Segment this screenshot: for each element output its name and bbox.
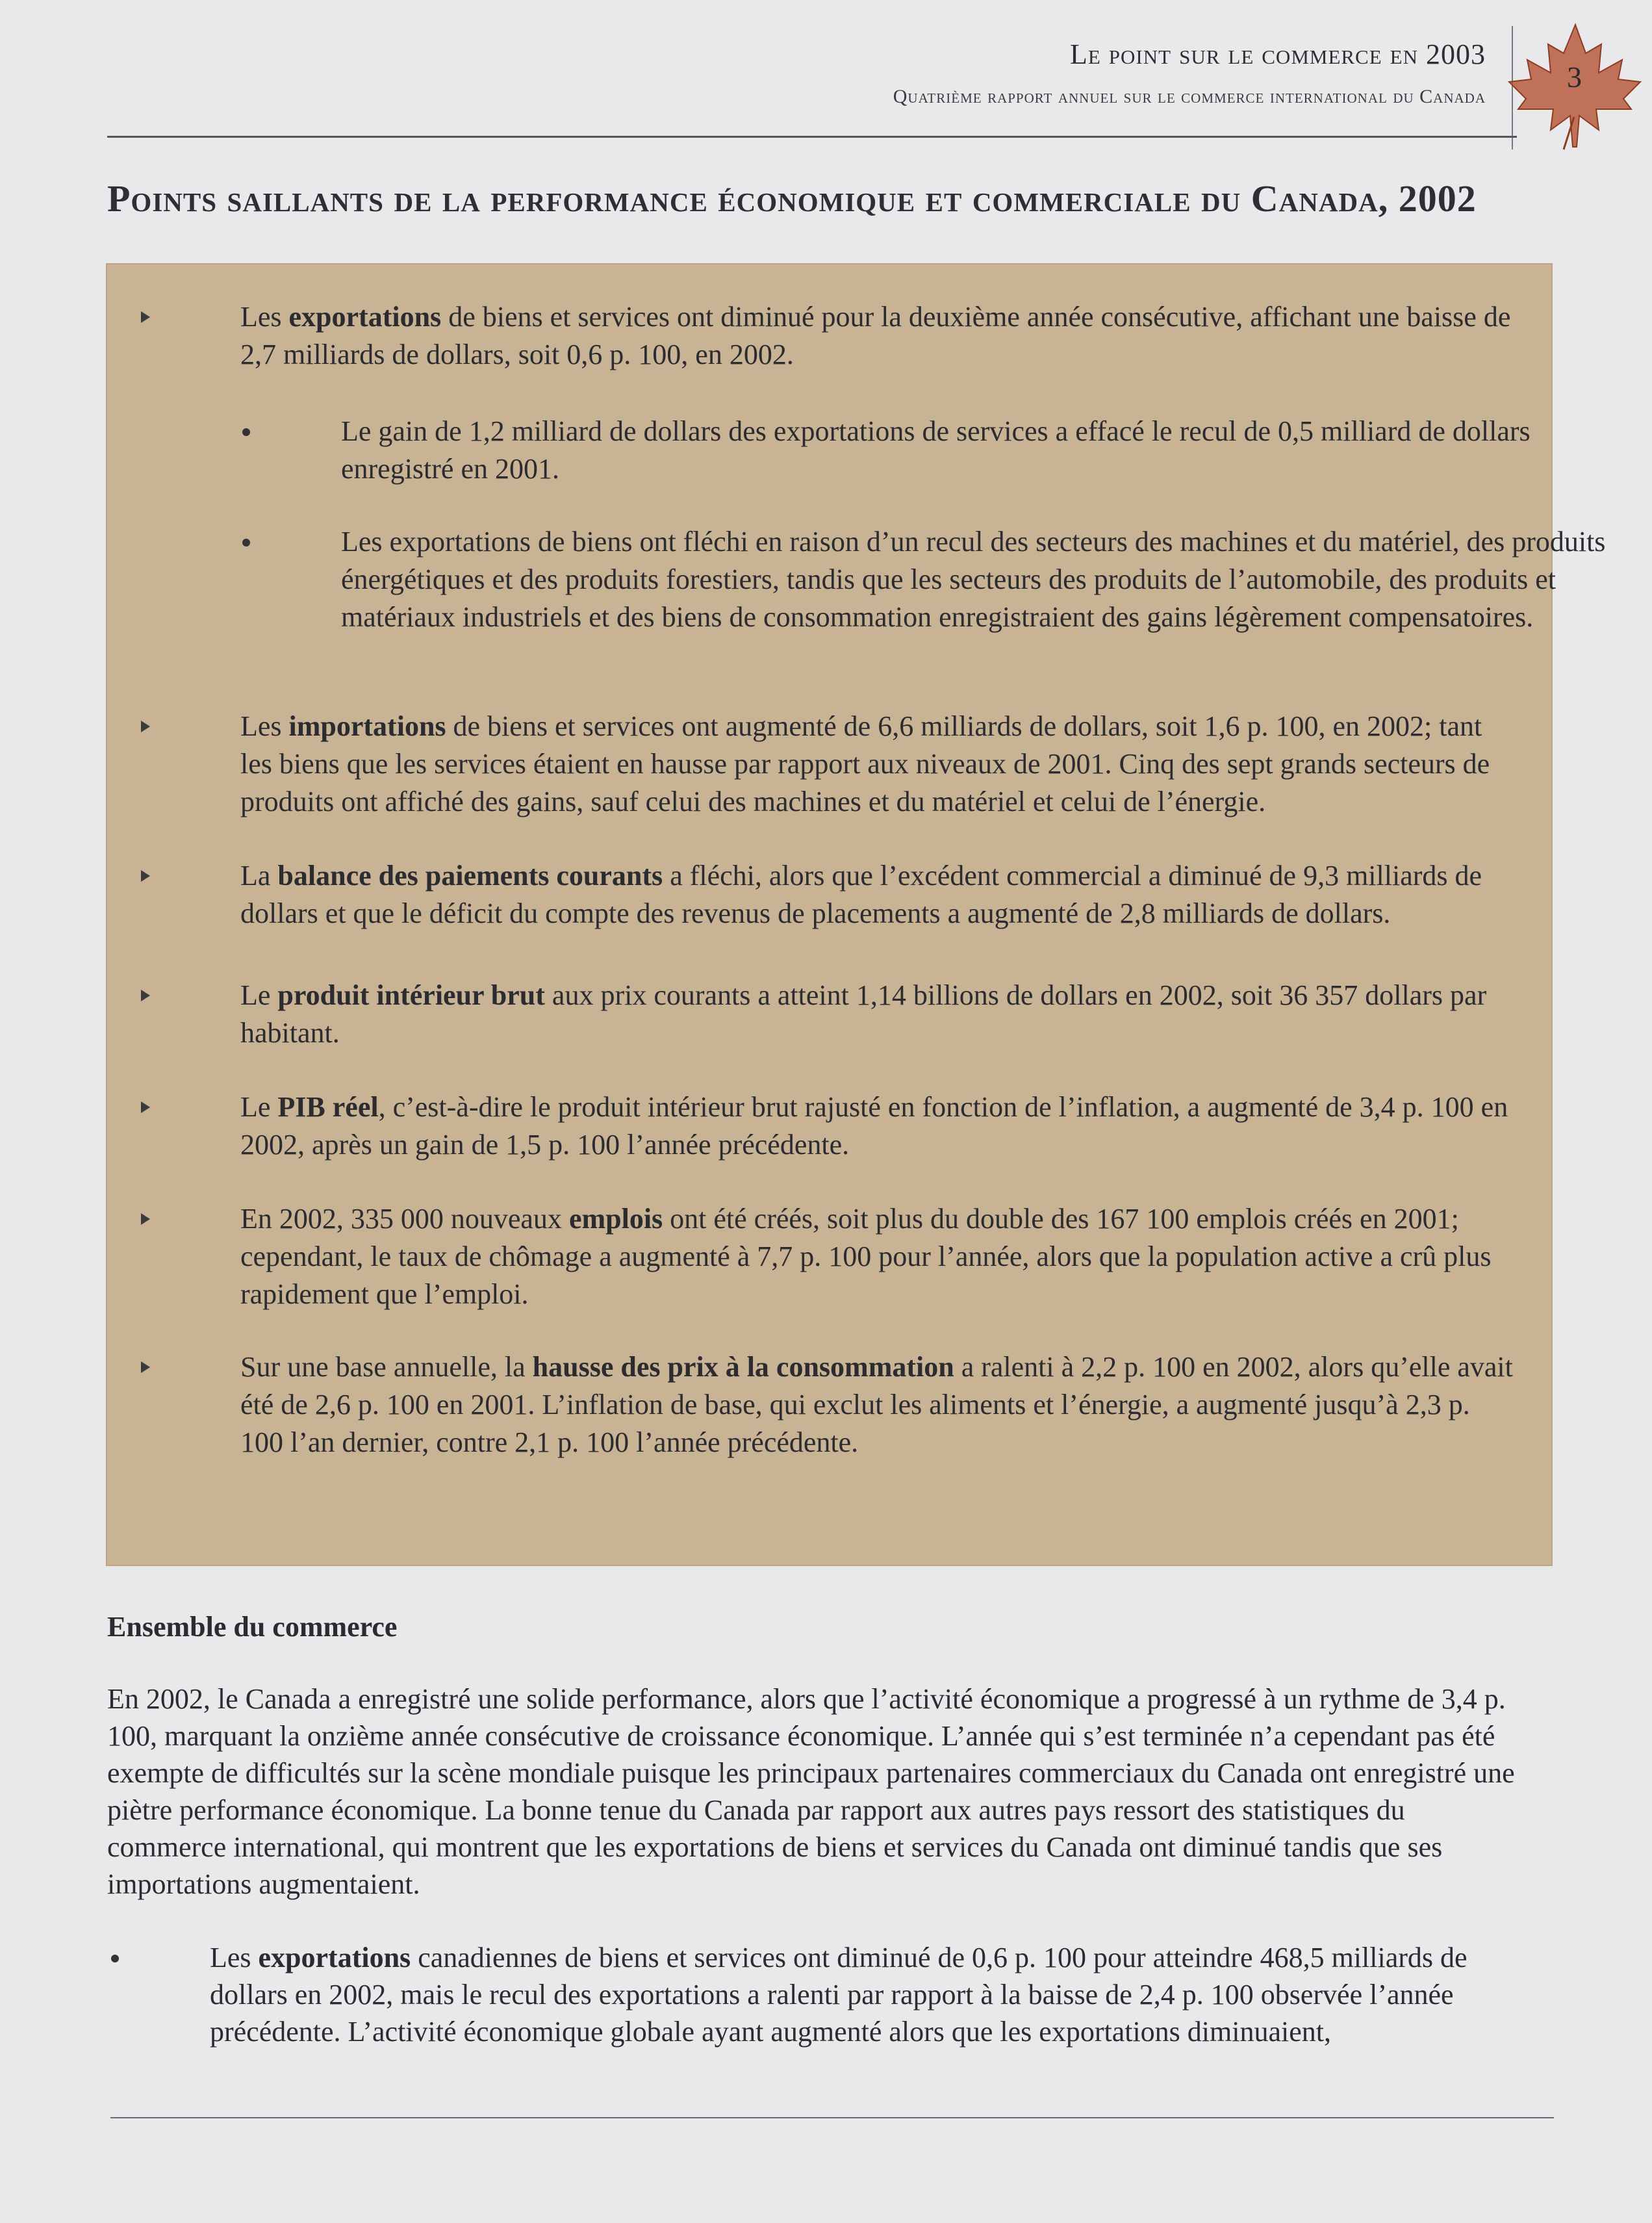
highlight-text-post: a fléchi, alors que l’excédent commercial a diminué de 9,3 milliards de dollars et que le déficit du compte des revenus de placements a augmenté de 2,8 milliards de dollars. bbox=[240, 860, 1482, 929]
highlight-text-bold: produit intérieur brut bbox=[277, 979, 545, 1011]
highlight-text-pre: Le bbox=[240, 979, 278, 1011]
highlight-text-pre: La bbox=[240, 860, 278, 892]
highlight-text bbox=[240, 1200, 1514, 1313]
highlight-text-post: aux prix courants a atteint 1,14 billions de dollars en 2002, soit 36 357 dollars par habitant. bbox=[240, 979, 1487, 1049]
highlight-text-bold: importations bbox=[288, 710, 446, 742]
highlight-text-post: ont été créés, soit plus du double des 167 100 emplois créés en 2001; cependant, le taux de chômage a augmenté à 7,7 p. 100 pour l’année, alors que la population active a crû plus rapidement que l’emploi. bbox=[240, 1203, 1492, 1310]
highlight-text-pre: En 2002, 335 000 nouveaux bbox=[240, 1203, 569, 1235]
highlight-text bbox=[240, 708, 1514, 821]
page-number: 3 bbox=[1567, 60, 1582, 94]
running-title: Le point sur le commerce en 2003 bbox=[1069, 38, 1486, 70]
highlight-text-body: Les exportations de biens ont fléchi en raison d’un recul des secteurs des machines et du matériel, des produits énergétiques et des produits forestiers, tandis que les secteurs des produits de l’automobile, des produits et matériaux industriels et des biens de consommation enregistraient des gains légèrement compensatoires. bbox=[341, 526, 1606, 633]
header-rule bbox=[107, 136, 1517, 138]
highlight-text-body: Le gain de 1,2 milliard de dollars des exportations de services a effacé le recul de 0,5 milliard de dollars enregistré en 2001. bbox=[341, 415, 1531, 485]
arrow-bullet-icon bbox=[141, 1101, 150, 1113]
highlight-text bbox=[341, 523, 1614, 636]
highlight-text-bold: PIB réel bbox=[277, 1091, 379, 1123]
highlight-text-post: de biens et services ont diminué pour la deuxième année consécutive, affichant une baisse de 2,7 milliards de dollars, soit 0,6 p. 100, en 2002. bbox=[240, 301, 1511, 370]
arrow-bullet-icon bbox=[141, 1213, 150, 1225]
arrow-bullet-icon bbox=[141, 990, 150, 1001]
highlight-text bbox=[240, 298, 1514, 374]
highlight-text-pre: Le bbox=[240, 1091, 278, 1123]
section-bullet-text bbox=[210, 1939, 1522, 2050]
bullet-dot-icon bbox=[242, 428, 250, 436]
highlight-text-post: a ralenti à 2,2 p. 100 en 2002, alors qu’elle avait été de 2,6 p. 100 en 2001. L’inflation de base, qui exclut les aliments et l’énergie, a augmenté jusqu’à 2,3 p. 100 l’an dernier, contre 2,1 p. 100 l’année précédente. bbox=[240, 1351, 1513, 1458]
highlight-text-bold: hausse des prix à la consommation bbox=[532, 1351, 954, 1383]
highlight-text bbox=[240, 1088, 1514, 1164]
highlights-box bbox=[106, 263, 1606, 1566]
highlight-text-pre: Sur une base annuelle, la bbox=[240, 1351, 533, 1383]
highlight-text-bold: exportations bbox=[288, 301, 442, 333]
highlight-text-bold: emplois bbox=[568, 1203, 663, 1235]
section-heading: Ensemble du commerce bbox=[107, 1611, 398, 1643]
arrow-bullet-icon bbox=[141, 870, 150, 882]
bullet-dot-icon bbox=[111, 1955, 119, 1962]
footer-rule bbox=[110, 2117, 1554, 2118]
bullet-dot-icon bbox=[242, 539, 250, 546]
highlight-text-pre: Les bbox=[240, 710, 289, 742]
highlight-text-post: de biens et services ont augmenté de 6,6 milliards de dollars, soit 1,6 p. 100, en 2002; tant les biens que les services étaient en hausse par rapport aux niveaux de 2001. Cinq des sept grands secteurs de produits ont affiché des gains, sauf celui des machines et du matériel et celui de l’énergie. bbox=[240, 710, 1490, 817]
arrow-bullet-icon bbox=[141, 721, 150, 732]
arrow-bullet-icon bbox=[141, 1361, 150, 1373]
bullet-text-bold: exportations bbox=[258, 1942, 411, 1973]
highlight-text bbox=[240, 857, 1514, 932]
highlight-text bbox=[240, 1348, 1514, 1461]
highlight-text-post: , c’est-à-dire le produit intérieur brut rajusté en fonction de l’inflation, a augmenté de 3,4 p. 100 en 2002, après un gain de 1,5 p. 100 l’année précédente. bbox=[240, 1091, 1508, 1161]
report-subtitle: Quatrième rapport annuel sur le commerce international du Canada bbox=[893, 86, 1486, 107]
section-paragraph: En 2002, le Canada a enregistré une solide performance, alors que l’activité économique a progressé à un rythme de 3,4 p. 100, marquant la onzième année consécutive de croissance économique. L’année qui s’est terminée n’a cependant pas été exempte de difficultés sur la scène mondiale puisque les principaux partenaires commerciaux du Canada ont enregistré une piètre performance économique. La bonne tenue du Canada par rapport aux autres pays ressort des statistiques du commerce international, qui montrent que les exportations de biens et services du Canada ont diminué tandis que ses importations augmentaient. bbox=[107, 1683, 1515, 1900]
highlight-text bbox=[240, 977, 1514, 1052]
highlight-text bbox=[341, 413, 1614, 488]
maple-leaf-icon bbox=[1504, 19, 1647, 156]
arrow-bullet-icon bbox=[141, 311, 150, 323]
highlight-text-pre: Les bbox=[240, 301, 289, 333]
bullet-text-post: canadiennes de biens et services ont diminué de 0,6 p. 100 pour atteindre 468,5 milliards de dollars en 2002, mais le recul des exportations a ralenti par rapport à la baisse de 2,4 p. 100 observée l’année précédente. L’activité économique globale ayant augmenté alors que les exportations diminuaient, bbox=[210, 1942, 1468, 2048]
page-title: Points saillants de la performance économique et commerciale du Canada, 2002 bbox=[107, 177, 1477, 220]
highlight-text-bold: balance des paiements courants bbox=[277, 860, 663, 892]
bullet-text-pre: Les bbox=[210, 1942, 259, 1973]
